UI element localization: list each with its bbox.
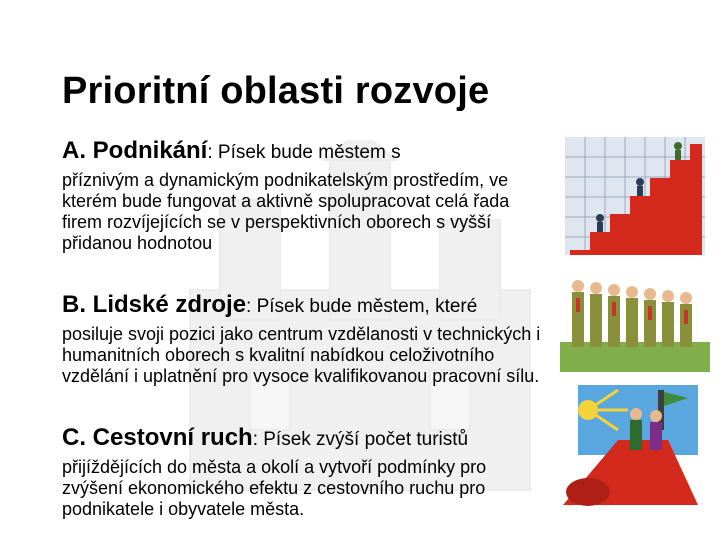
red-carpet-welcome-icon — [558, 380, 708, 510]
business-growth-staircase-icon — [560, 132, 710, 260]
section-business — [62, 137, 552, 254]
people-row-icon — [560, 262, 710, 372]
section-body: posiluje svoji pozici jako centrum vzdělanosti v technických i humanitních oborech s kvalitní nabídkou celoživotního vzdělání i uplatnění pro vysoce kvalifikovanou pracovní sílu. — [62, 324, 541, 386]
section-tourism — [62, 424, 552, 520]
section-heading: A. Podnikání: Písek bude městem s — [62, 137, 401, 164]
section-body: přijíždějících do města a okolí a vytvoří podmínky pro zvýšení ekonomického efektu z cestovního ruchu pro podnikatele i obyvatele města. — [62, 457, 487, 519]
section-human-resources — [62, 291, 552, 387]
section-heading: B. Lidské zdroje: Písek bude městem, které — [62, 291, 478, 318]
section-heading: C. Cestovní ruch: Písek zvýší počet turistů — [62, 424, 469, 451]
slide-title: Prioritní oblasti rozvoje — [62, 70, 490, 112]
section-body: příznivým a dynamickým podnikatelským prostředím, ve kterém bude fungovat a aktivně spolupracovat celá řada firem rozvíjejících se v perspektivních oborech s vyšší přidanou hodnotou — [62, 170, 510, 253]
